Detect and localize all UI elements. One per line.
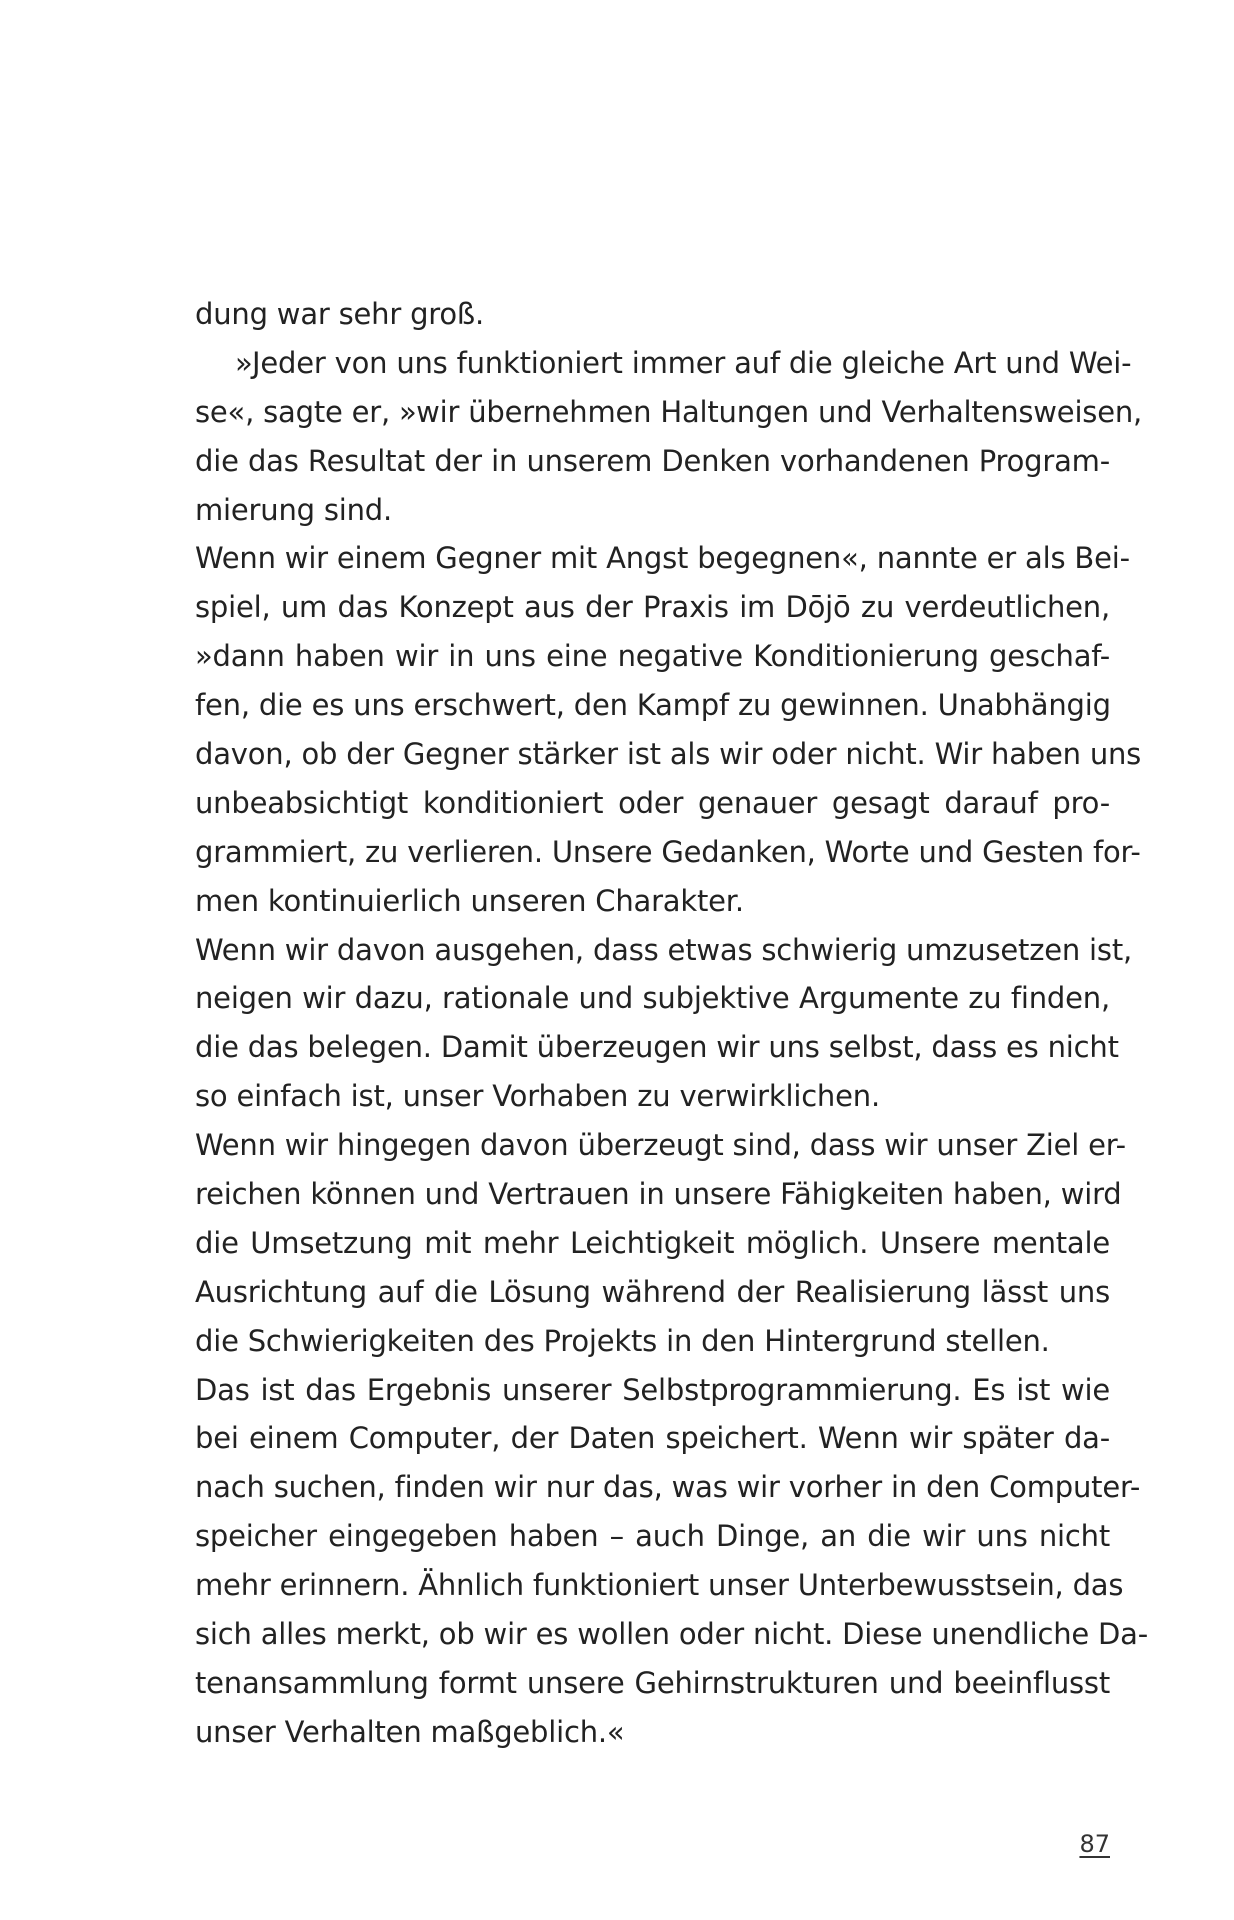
text-line: mierung sind. xyxy=(195,492,393,527)
text-line: nach suchen, finden wir nur das, was wir vorher in den Computer- xyxy=(195,1470,1141,1505)
text-line: bei einem Computer, der Daten speichert. Wenn wir später da- xyxy=(195,1421,1110,1456)
text-line: die das belegen. Damit überzeugen wir uns selbst, dass es nicht xyxy=(195,1030,1119,1065)
text-line: grammiert, zu verlieren. Unsere Gedanken, Worte und Gesten for- xyxy=(195,834,1141,869)
text-line: unbeabsichtigt konditioniert oder genauer gesagt darauf pro- xyxy=(195,785,1110,820)
text-line: Wenn wir davon ausgehen, dass etwas schwierig umzusetzen ist, xyxy=(195,932,1133,967)
text-line: reichen können und Vertrauen in unsere Fähigkeiten haben, wird xyxy=(195,1177,1122,1212)
text-line: die Schwierigkeiten des Projekts in den Hintergrund stellen. xyxy=(195,1323,1050,1358)
text-line: se«, sagte er, »wir übernehmen Haltungen und Verhaltensweisen, xyxy=(195,394,1143,429)
text-line: so einfach ist, unser Vorhaben zu verwirklichen. xyxy=(195,1079,880,1114)
text-line: Das ist das Ergebnis unserer Selbstprogrammierung. Es ist wie xyxy=(195,1372,1110,1407)
text-line: speicher eingegeben haben – auch Dinge, an die wir uns nicht xyxy=(195,1519,1110,1554)
text-line: »dann haben wir in uns eine negative Konditionierung geschaf- xyxy=(195,639,1110,674)
text-line: dung war sehr groß. xyxy=(195,297,485,331)
text-line: spiel, um das Konzept aus der Praxis im Dōjō zu verdeutlichen, xyxy=(195,590,1110,625)
text-line: neigen wir dazu, rationale und subjektive Argumente zu finden, xyxy=(195,981,1110,1016)
text-line: Wenn wir hingegen davon überzeugt sind, dass wir unser Ziel er- xyxy=(195,1128,1126,1163)
page-number: 87 xyxy=(1079,1830,1110,1858)
text-line: mehr erinnern. Ähnlich funktioniert unser Unterbewusstsein, das xyxy=(195,1568,1124,1603)
text-line: Ausrichtung auf die Lösung während der Realisierung lässt uns xyxy=(195,1274,1110,1309)
body-text xyxy=(195,290,1149,1757)
text-line: »Jeder von uns funktioniert immer auf die gleiche Art und Wei- xyxy=(235,345,1132,380)
text-line: Wenn wir einem Gegner mit Angst begegnen«, nannte er als Bei- xyxy=(195,541,1130,576)
text-line: sich alles merkt, ob wir es wollen oder nicht. Diese unendliche Da- xyxy=(195,1617,1149,1652)
text-line: unser Verhalten maßgeblich.« xyxy=(195,1714,625,1749)
text-line: die Umsetzung mit mehr Leichtigkeit möglich. Unsere mentale xyxy=(195,1225,1110,1260)
text-line: davon, ob der Gegner stärker ist als wir oder nicht. Wir haben uns xyxy=(195,737,1142,772)
text-line: die das Resultat der in unserem Denken vorhandenen Program- xyxy=(195,443,1110,478)
text-line: fen, die es uns erschwert, den Kampf zu gewinnen. Unabhängig xyxy=(195,688,1111,723)
text-line: men kontinuierlich unseren Charakter. xyxy=(195,883,744,918)
text-line: tenansammlung formt unsere Gehirnstrukturen und beeinflusst xyxy=(195,1665,1110,1700)
